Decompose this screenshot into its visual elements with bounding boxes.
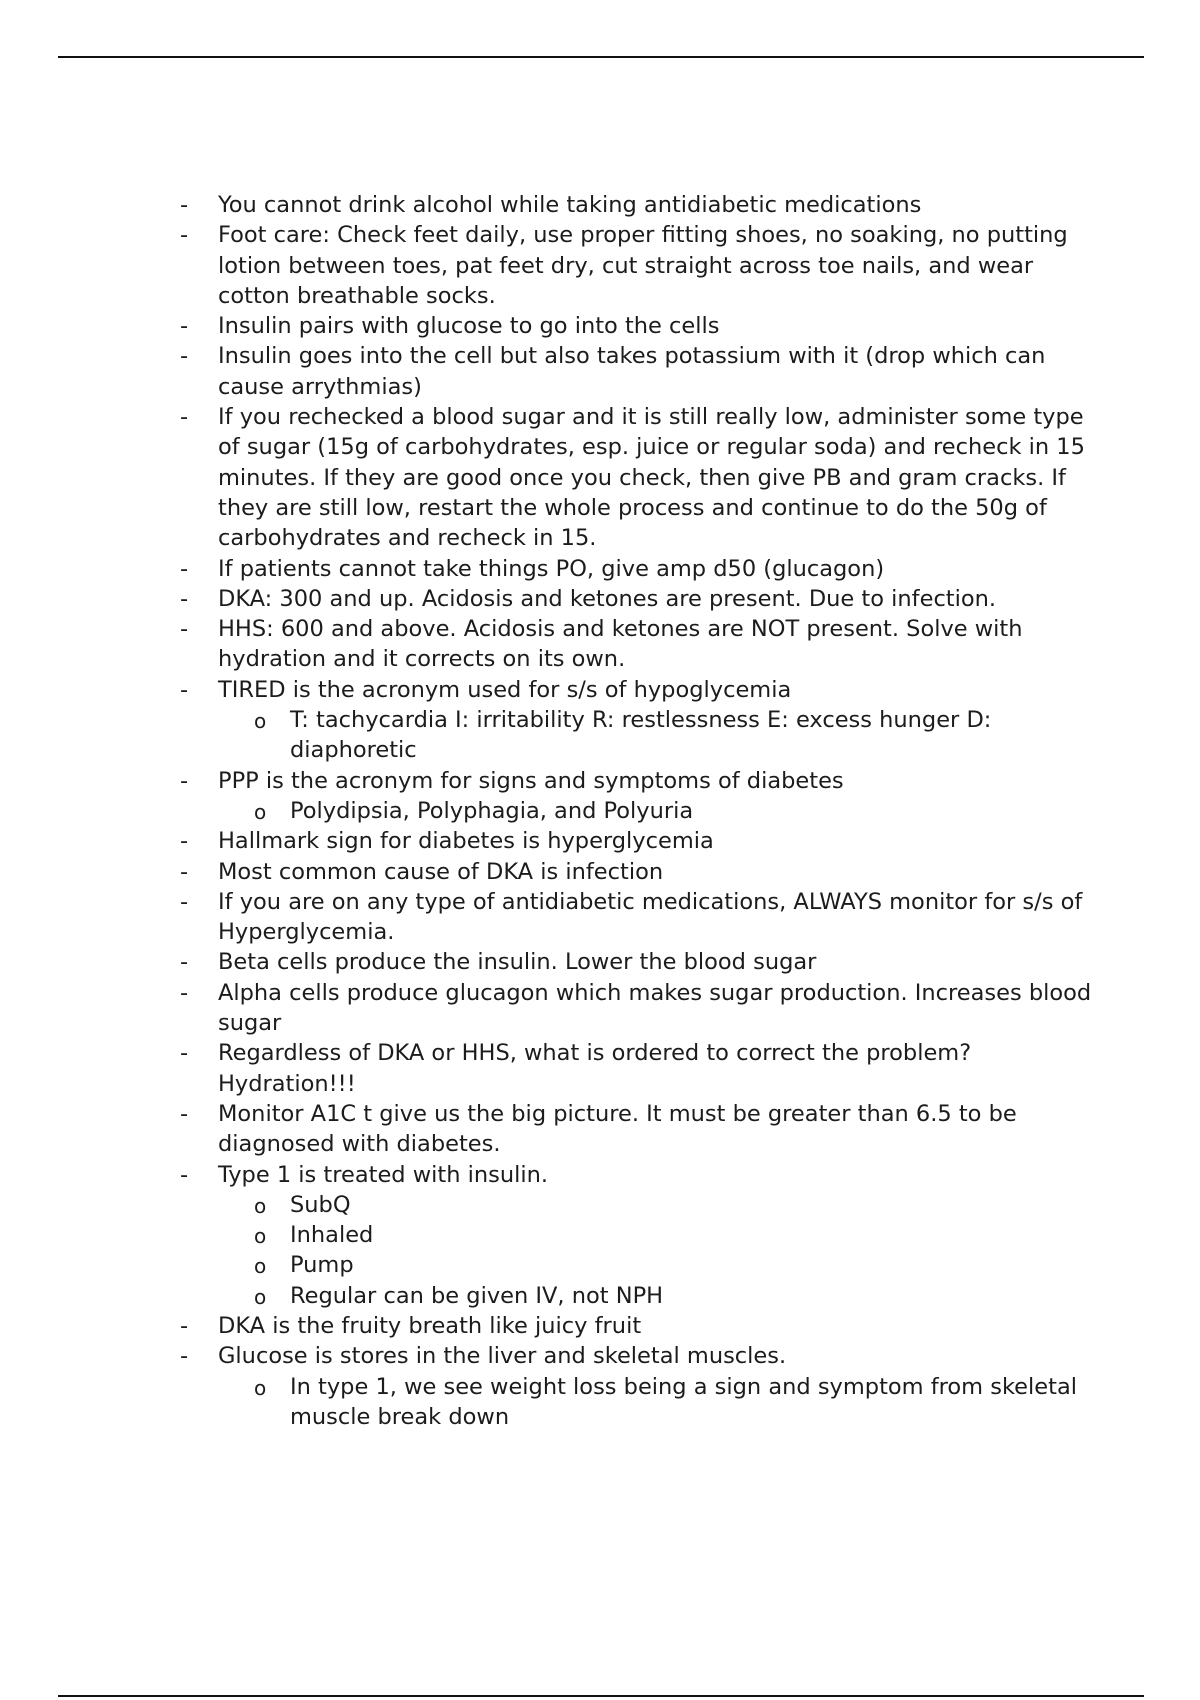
note-text: If you are on any type of antidiabetic medications, ALWAYS monitor for s/s of Hyperglycemia. [218,888,1083,946]
sub-list [254,1372,1100,1433]
footer-rule [58,1695,1144,1697]
circle-bullet-icon: o [254,1284,267,1309]
note-text: Beta cells produce the insulin. Lower the blood sugar [218,949,817,976]
note-text: Alpha cells produce glucagon which makes sugar production. Increases blood sugar [218,979,1092,1037]
sub-item-text: Polydipsia, Polyphagia, and Polyuria [290,797,694,824]
note-text: TIRED is the acronym used for s/s of hypoglycemia [218,676,792,703]
sub-item [254,705,1100,766]
note-item [180,584,1100,614]
circle-bullet-icon: o [254,799,267,824]
note-text: If you rechecked a blood sugar and it is still really low, administer some type of sugar (15g of carbohydrates, esp. juice or regular soda) and recheck in 15 minutes. If they are good once you check, then give PB and gram cracks. If they are still low, restart the whole process and continue to do the 50g of carbohydrates and recheck in 15. [218,404,1085,552]
dash-bullet-icon: - [180,555,189,582]
sub-item-text: Inhaled [290,1222,374,1249]
sub-item [254,796,1100,826]
dash-bullet-icon: - [180,676,189,703]
note-text: Hallmark sign for diabetes is hyperglycemia [218,828,714,855]
dash-bullet-icon: - [180,192,189,218]
dash-bullet-icon: - [180,404,189,431]
note-item [180,978,1100,1039]
circle-bullet-icon: o [254,1375,267,1400]
note-item [180,402,1100,553]
sub-item-text: SubQ [290,1191,351,1218]
dash-bullet-icon: - [180,222,189,249]
dash-bullet-icon: - [180,1343,189,1370]
dash-bullet-icon: - [180,343,189,370]
dash-bullet-icon: - [180,979,189,1006]
note-item [180,887,1100,948]
circle-bullet-icon: o [254,709,267,734]
note-item [180,1099,1100,1160]
note-item [180,1038,1100,1099]
note-text: DKA is the fruity breath like juicy fruit [218,1312,642,1339]
sub-list [254,705,1100,766]
sub-item [254,1372,1100,1433]
note-text: Most common cause of DKA is infection [218,858,664,885]
dash-bullet-icon: - [180,949,189,976]
sub-item [254,1190,1100,1220]
note-item [180,311,1100,341]
notes-list [180,190,1100,1432]
dash-bullet-icon: - [180,585,189,612]
sub-item [254,1250,1100,1280]
circle-bullet-icon: o [254,1254,267,1279]
sub-list [254,796,1100,826]
note-item [180,1160,1100,1311]
dash-bullet-icon: - [180,313,189,340]
sub-list [254,1190,1100,1311]
circle-bullet-icon: o [254,1224,267,1249]
note-text: PPP is the acronym for signs and symptoms of diabetes [218,767,844,794]
note-item [180,1311,1100,1341]
dash-bullet-icon: - [180,828,189,855]
note-text: Insulin pairs with glucose to go into the cells [218,313,720,340]
note-text: Regardless of DKA or HHS, what is ordered to correct the problem? Hydration!!! [218,1040,972,1097]
note-item [180,190,1100,220]
dash-bullet-icon: - [180,616,189,643]
header-rule [58,56,1144,58]
note-text: Foot care: Check feet daily, use proper fitting shoes, no soaking, no putting lotion between toes, pat feet dry, cut straight across toe nails, and wear cotton breathable socks. [218,222,1068,309]
note-text: If patients cannot take things PO, give amp d50 (glucagon) [218,555,885,582]
note-text: Monitor A1C t give us the big picture. It must be greater than 6.5 to be diagnosed with diabetes. [218,1100,1017,1158]
note-item [180,220,1100,311]
sub-item [254,1220,1100,1250]
sub-item-text: Regular can be given IV, not NPH [290,1282,664,1309]
circle-bullet-icon: o [254,1193,267,1218]
note-text: You cannot drink alcohol while taking antidiabetic medications [218,192,922,218]
note-item [180,675,1100,766]
dash-bullet-icon: - [180,767,189,794]
dash-bullet-icon: - [180,888,189,915]
note-text: Glucose is stores in the liver and skeletal muscles. [218,1343,787,1370]
note-text: HHS: 600 and above. Acidosis and ketones are NOT present. Solve with hydration and it corrects on its own. [218,616,1023,673]
note-text: DKA: 300 and up. Acidosis and ketones are present. Due to infection. [218,585,997,612]
note-item [180,766,1100,827]
note-item [180,947,1100,977]
dash-bullet-icon: - [180,1040,189,1067]
note-text: Type 1 is treated with insulin. [218,1161,549,1188]
note-item [180,341,1100,402]
note-item [180,554,1100,584]
note-item [180,857,1100,887]
note-item [180,614,1100,675]
sub-item [254,1281,1100,1311]
dash-bullet-icon: - [180,1161,189,1188]
note-text: Insulin goes into the cell but also takes potassium with it (drop which can cause arrythmias) [218,343,1046,400]
dash-bullet-icon: - [180,1100,189,1127]
note-item [180,826,1100,856]
dash-bullet-icon: - [180,1312,189,1339]
sub-item-text: In type 1, we see weight loss being a sign and symptom from skeletal muscle break down [290,1373,1077,1430]
sub-item-text: Pump [290,1252,354,1279]
sub-item-text: T: tachycardia I: irritability R: restlessness E: excess hunger D: diaphoretic [290,707,992,764]
dash-bullet-icon: - [180,858,189,885]
note-item [180,1341,1100,1432]
